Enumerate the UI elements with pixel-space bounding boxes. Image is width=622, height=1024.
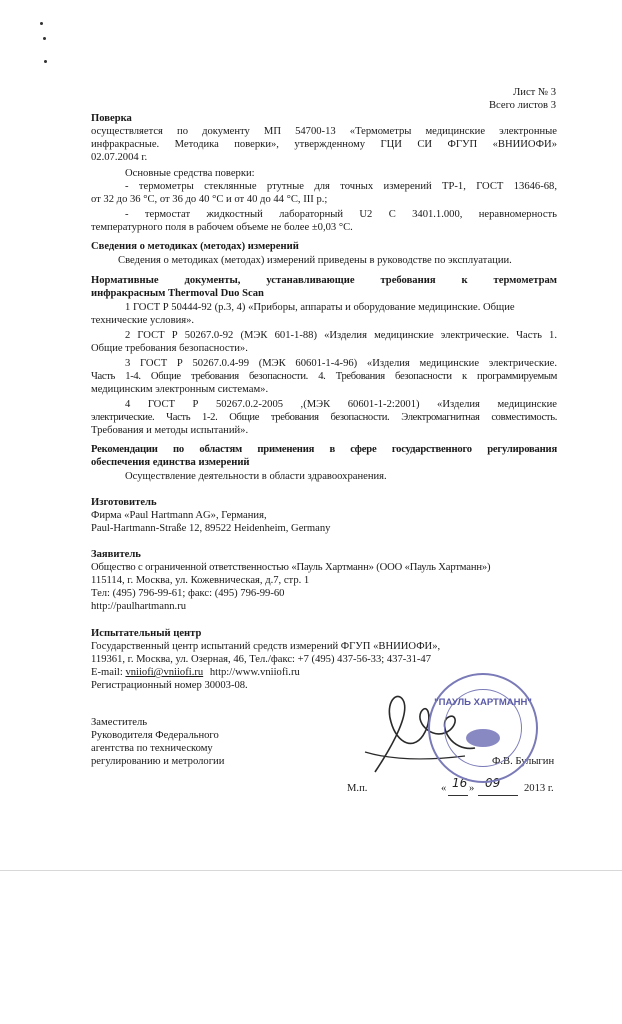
applicant-phone: Тел: (495) 796-99-61; факс: (495) 796-99-60 <box>91 588 285 599</box>
sheet-number: Лист № 3 <box>513 87 556 98</box>
stamp-emblem <box>466 729 500 747</box>
test-center-heading: Испытательный центр <box>91 628 202 639</box>
normative-doc: электрические. Часть 1-2. Общие требования безопасности. Электромагнитная совместимость. <box>91 412 557 423</box>
verification-means-title: Основные средства поверки: <box>125 168 255 179</box>
normative-doc: Требования и методы испытаний». <box>91 425 249 436</box>
normative-doc: Общие требования безопасности». <box>91 343 248 354</box>
normative-doc: медицинским электронным системам». <box>91 384 269 395</box>
verification-item: - термометры стеклянные ртутные для точных измерений ТР-1, ГОСТ 13646-68, <box>125 181 557 192</box>
test-center-line: Государственный центр испытаний средств измерений ФГУП «ВНИИОФИ», <box>91 641 441 652</box>
applicant-heading: Заявитель <box>91 549 141 560</box>
signer-role: Руководителя Федерального <box>91 730 219 741</box>
seal-place-label: М.п. <box>347 783 368 794</box>
applicant-web: http://paulhartmann.ru <box>91 601 187 612</box>
manufacturer-address: Paul-Hartmann-Straße 12, 89522 Heidenheim, Germany <box>91 523 331 534</box>
normative-heading: инфракрасным Thermoval Duo Scan <box>91 288 264 299</box>
signer-role: Заместитель <box>91 717 148 728</box>
stamp-text: "ПАУЛЬ ХАРТМАНН" <box>434 697 532 708</box>
verification-item: от 32 до 36 °С, от 36 до 40 °С и от 40 до 44 °С, III р.; <box>91 194 328 205</box>
scan-mark <box>40 22 43 25</box>
company-stamp <box>428 673 538 783</box>
date-day: 16 <box>452 776 468 790</box>
normative-doc: технические условия». <box>91 315 195 326</box>
test-center-line: 119361, г. Москва, ул. Озерная, 46, Тел./факс: +7 (495) 437-56-33; 437-31-47 <box>91 654 432 665</box>
normative-doc: 1 ГОСТ Р 50444-92 (р.3, 4) «Приборы, аппараты и оборудование медицинские. Общие <box>125 302 515 313</box>
manufacturer-name: Фирма «Paul Hartmann AG», Германия, <box>91 510 267 521</box>
signer-role: регулированию и метрологии <box>91 756 225 767</box>
methods-text: Сведения о методиках (методах) измерений приведены в руководстве по эксплуатации. <box>118 255 512 266</box>
date-close-quote: » <box>469 783 475 794</box>
scan-mark <box>43 37 46 40</box>
site-link[interactable]: http://www.vniiofi.ru <box>209 667 300 678</box>
verification-line: осуществляется по документу МП 54700-13 «Термометры медицинские электронные <box>91 126 557 137</box>
signer-name: Ф.В. Булыгин <box>492 756 555 767</box>
total-sheets: Всего листов 3 <box>488 100 556 111</box>
email-link[interactable]: vniiofi@vniiofi.ru <box>125 667 204 678</box>
scan-bottom-edge <box>0 870 622 871</box>
recommendations-text: Осуществление деятельности в области здравоохранения. <box>125 471 387 482</box>
date-open-quote: « <box>441 783 447 794</box>
verification-item: - термостат жидкостный лабораторный U2 C 3401.1.000, неравномерность <box>125 209 557 220</box>
manufacturer-heading: Изготовитель <box>91 497 157 508</box>
verification-line: 02.07.2004 г. <box>91 152 148 163</box>
normative-doc: Часть 1-4. Общие требования безопасности. 4. Требования безопасности к программируемым <box>91 371 557 382</box>
verification-item: температурного поля в рабочем объеме не более ±0,03 °С. <box>91 222 353 233</box>
normative-heading: Нормативные документы, устанавливающие требования к термометрам <box>91 275 557 286</box>
date-year: 2013 г. <box>524 783 554 794</box>
signer-role: агентства по техническому <box>91 743 213 754</box>
email-label: E-mail: <box>91 667 123 678</box>
methods-heading: Сведения о методиках (методах) измерений <box>91 241 299 252</box>
verification-heading: Поверка <box>91 113 132 124</box>
date-month: 09 <box>485 776 501 790</box>
recommendations-heading: обеспечения единства измерений <box>91 457 250 468</box>
registration-number: Регистрационный номер 30003-08. <box>91 680 248 691</box>
normative-doc: 2 ГОСТ Р 50267.0-92 (МЭК 601-1-88) «Изделия медицинские электрические. Часть 1. <box>125 330 557 341</box>
applicant-name: Общество с ограниченной ответственностью «Пауль Хартманн» (ООО «Пауль Хартманн») <box>91 562 491 573</box>
date-day-underline <box>448 795 468 796</box>
recommendations-heading: Рекомендации по областям применения в сфере государственного регулирования <box>91 444 557 455</box>
normative-doc: 4 ГОСТ Р 50267.0.2-2005 ,(МЭК 60601-1-2:2001) «Изделия медицинские <box>125 399 557 410</box>
normative-doc: 3 ГОСТ Р 50267.0.4-99 (МЭК 60601-1-4-96) «Изделия медицинские электрические. <box>125 358 557 369</box>
applicant-address: 115114, г. Москва, ул. Кожевническая, д.7, стр. 1 <box>91 575 310 586</box>
test-center-email-row <box>91 666 300 679</box>
date-month-underline <box>478 795 518 796</box>
verification-line: инфракрасные. Методика поверки», утвержденному ГЦИ СИ ФГУП «ВНИИОФИ» <box>91 139 557 150</box>
scan-mark <box>44 60 47 63</box>
